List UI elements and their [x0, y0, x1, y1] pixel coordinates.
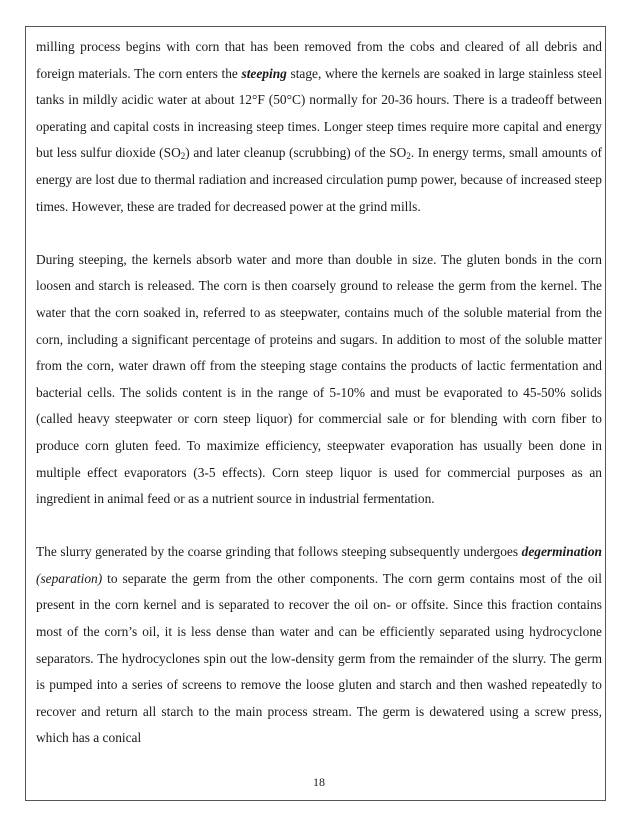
paragraph-steepwater — [36, 247, 602, 513]
text-segment: The slurry generated by the coarse grinding that follows steeping subsequently undergoes — [36, 544, 522, 560]
text-segment: milling process begins with corn that has been removed from the cobs and cleared of all debris and foreign materials. The corn enters the — [36, 39, 602, 81]
document-body — [36, 34, 602, 752]
text-segment: stage, where the kernels are soaked in large stainless steel tanks in mildly acidic water at about 12°F (50°C) normally for 20-36 hours. There is a tradeoff between operating and capital costs in increasing steep times. Longer steep times require more capital and energy but less sulfur dioxide (SO — [36, 65, 602, 161]
paragraph-degermination — [36, 539, 602, 752]
term-steeping: steeping — [241, 65, 287, 81]
term-degermination: degermination — [521, 544, 602, 560]
term-separation: (separation) — [36, 570, 103, 586]
text-segment: to separate the germ from the other components. The corn germ contains most of the oil present in the corn kernel and is separated to recover the oil on- or offsite. Since this fraction contains most of the corn’s oil, it is less dense than water and can be efficiently separated using hydrocyclone separators. The hydrocyclones spin out the low-density germ from the remainder of the slurry. The germ is pumped into a series of screens to remove the loose gluten and starch and then washed repeatedly to recover and return all starch to the main process stream. The germ is dewatered using a screw press, which has a conical — [36, 570, 602, 746]
text-segment: ) and later cleanup (scrubbing) of the SO — [185, 145, 407, 161]
text-segment: During steeping, the kernels absorb water and more than double in size. The gluten bonds in the corn loosen and starch is released. The corn is then coarsely ground to release the germ from the kernel. The water that the corn soaked in, referred to as steepwater, contains much of the soluble material from the corn, including a significant percentage of proteins and sugars. In addition to most of the soluble matter from the corn, water drawn off from the steeping stage contains the products of lactic fermentation and bacterial cells. The solids content is in the range of 5-10% and must be evaporated to 45-50% solids (called heavy steepwater or corn steep liquor) for commercial sale or for blending with corn fiber to produce corn gluten feed. To maximize efficiency, steepwater evaporation has usually been done in multiple effect evaporators (3-5 effects). Corn steep liquor is used for commercial purposes as an ingredient in animal feed or as a nutrient source in industrial fermentation. — [36, 251, 602, 507]
subscript: 2 — [180, 151, 186, 162]
text-segment: . In energy terms, small amounts of energy are lost due to thermal radiation and increased circulation pump power, because of increased steep times. However, these are traded for decreased power at the grind mills. — [36, 145, 602, 214]
paragraph-steeping — [36, 34, 602, 220]
page-number: 18 — [313, 775, 325, 789]
subscript: 2 — [406, 151, 411, 162]
